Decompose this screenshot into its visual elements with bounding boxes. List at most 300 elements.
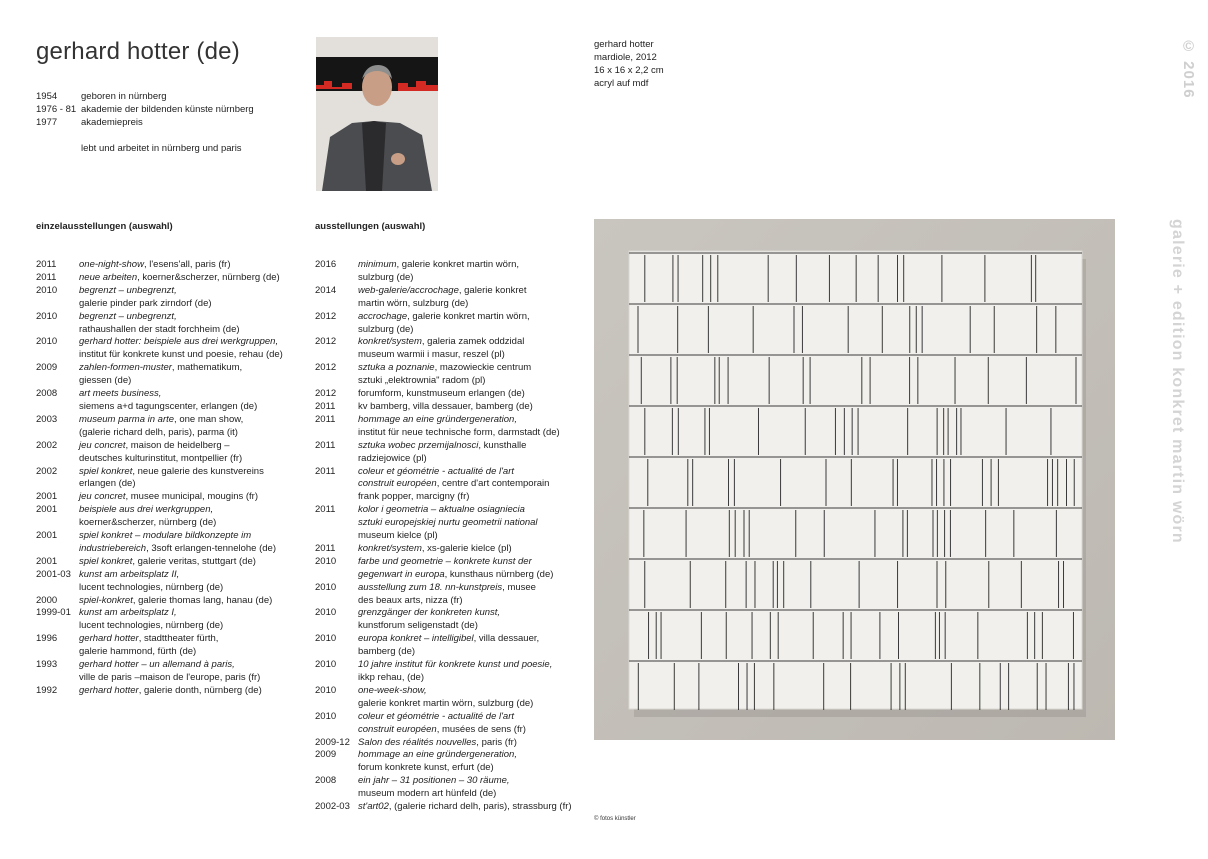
exhibition-text	[358, 466, 565, 505]
exhibition-entry	[315, 711, 565, 737]
bio-note-row	[36, 142, 254, 155]
exhibition-entry	[315, 285, 565, 311]
exhibition-entry	[315, 737, 565, 750]
exhibition-line	[79, 685, 294, 698]
exhibition-venue: , xs-galerie kielce (pl)	[421, 542, 512, 554]
bio-section	[36, 90, 254, 155]
exhibition-title: konkret/system	[358, 336, 422, 348]
exhibition-entry	[315, 311, 565, 337]
exhibition-entry	[36, 659, 294, 685]
exhibition-venue: galerie hammond, fürth (de)	[79, 646, 197, 658]
exhibition-title: coleur et géométrie - actualité de l'art	[358, 465, 515, 477]
exhibition-title: gerhard hotter	[79, 684, 139, 696]
exhibition-venue: radziejowice (pl)	[358, 452, 427, 464]
exhibition-venue: ville de paris –maison de l'europe, paris (fr)	[79, 672, 261, 683]
exhibition-entry	[36, 491, 294, 504]
exhibition-title: farbe und geometrie – konkrete kunst der	[358, 555, 532, 567]
exhibition-title: museum parma in arte	[79, 413, 175, 425]
exhibition-text	[79, 569, 294, 595]
exhibition-year: 2010	[36, 284, 58, 296]
exhibition-entry	[36, 440, 294, 466]
bio-row	[36, 103, 254, 116]
bio-year: 1977	[36, 117, 58, 128]
bio-text: akademie der bildenden künste nürnberg	[81, 104, 254, 115]
exhibition-venue: institut für konkrete kunst und poesie, rehau (de)	[79, 349, 283, 361]
exhibition-text	[358, 737, 565, 750]
exhibition-line	[358, 453, 565, 466]
exhibition-title: ausstellung zum 18. nn-kunstpreis	[358, 581, 503, 593]
exhibition-line	[79, 659, 294, 672]
exhibition-line	[358, 272, 565, 285]
exhibition-year: 2010	[315, 607, 337, 619]
exhibition-year: 2012	[315, 336, 337, 348]
exhibition-entry	[315, 401, 565, 414]
exhibition-year: 2010	[315, 555, 337, 567]
exhibition-year: 2009-12	[315, 736, 350, 748]
exhibition-line	[358, 311, 565, 324]
exhibition-year: 2011	[315, 504, 336, 516]
exhibition-entry	[315, 388, 565, 401]
exhibition-entry	[315, 466, 565, 505]
exhibition-venue: , maison de heidelberg –	[125, 439, 230, 451]
exhibition-line	[358, 414, 565, 427]
exhibition-line	[79, 285, 294, 298]
exhibition-title: ein jahr – 31 positionen – 30 räume,	[358, 775, 510, 787]
exhibition-venue: erlangen (de)	[79, 478, 136, 490]
exhibition-line	[358, 646, 565, 659]
exhibition-year: 1999-01	[36, 607, 71, 619]
exhibition-text	[79, 595, 294, 608]
exhibition-line	[79, 504, 294, 517]
exhibition-year: 2012	[315, 388, 337, 400]
exhibition-line	[79, 530, 294, 543]
exhibition-title: kolor i geometria – aktualne osiagniecia	[358, 504, 525, 516]
exhibition-text	[358, 336, 565, 362]
exhibition-title: gerhard hotter: beispiele aus drei werkgruppen,	[79, 336, 279, 348]
exhibition-title: gerhard hotter	[79, 633, 139, 645]
exhibition-entry	[36, 530, 294, 556]
exhibition-year: 2002	[36, 439, 58, 451]
exhibition-venue: lucent technologies, nürnberg (de)	[79, 620, 224, 632]
exhibition-year: 2010	[36, 336, 58, 348]
exhibition-entry	[315, 775, 565, 801]
exhibition-line	[79, 311, 294, 324]
exhibition-line	[79, 401, 294, 414]
bio-year: 1954	[36, 91, 58, 102]
exhibition-venue: bamberg (de)	[358, 646, 416, 658]
exhibition-venue: , kunsthalle	[478, 439, 527, 451]
exhibition-line	[358, 582, 565, 595]
exhibition-venue: des beaux arts, nizza (fr)	[358, 594, 463, 606]
exhibition-line	[79, 569, 294, 582]
exhibition-line	[358, 517, 565, 530]
exhibition-venue: , neue galerie des kunstvereins	[132, 465, 264, 477]
exhibition-line	[358, 491, 565, 504]
exhibition-text	[79, 504, 294, 530]
exhibition-venue: , kunsthaus nürnberg (de)	[444, 568, 554, 580]
solo-exhibitions-list	[36, 259, 294, 698]
exhibition-text	[358, 556, 565, 582]
exhibition-text	[358, 582, 565, 608]
exhibition-venue: forumform, kunstmuseum erlangen (de)	[358, 388, 525, 400]
exhibition-title: spiel konkret	[79, 465, 133, 477]
exhibition-venue: , (galerie richard delh, paris), strassburg (fr)	[388, 801, 572, 813]
exhibition-line	[79, 672, 294, 685]
exhibition-line	[358, 685, 565, 698]
exhibition-line	[358, 543, 565, 556]
exhibition-venue: (galerie richard delh, paris), parma (it)	[79, 426, 238, 438]
exhibition-entry	[36, 569, 294, 595]
exhibition-text	[358, 311, 565, 337]
exhibition-line	[79, 336, 294, 349]
exhibition-entry	[315, 504, 565, 543]
exhibition-text	[79, 285, 294, 311]
exhibition-text	[358, 414, 565, 440]
exhibition-venue: , l'esens'all, paris (fr)	[143, 259, 231, 270]
exhibition-title: konkret/system	[358, 542, 422, 554]
exhibition-title: 10 jahre institut für konkrete kunst und poesie,	[358, 659, 553, 671]
exhibition-year: 2012	[315, 362, 337, 374]
exhibition-entry	[315, 414, 565, 440]
exhibition-title: st'art02	[358, 801, 389, 813]
exhibition-year: 2008	[315, 775, 337, 787]
exhibition-venue: , mathematikum,	[171, 362, 243, 374]
caption-title: mardiole, 2012	[594, 52, 657, 63]
exhibition-text	[79, 685, 294, 698]
exhibition-line	[79, 478, 294, 491]
exhibition-year: 2001	[36, 504, 58, 516]
exhibition-venue: deutsches kulturinstitut, montpellier (fr)	[79, 452, 243, 464]
exhibition-year: 2001	[36, 530, 58, 542]
exhibition-text	[358, 504, 565, 543]
exhibition-title: kunst am arbeitsplatz II,	[79, 568, 180, 580]
exhibition-line	[358, 478, 565, 491]
exhibition-year: 1993	[36, 659, 58, 671]
exhibition-year: 2010	[315, 684, 337, 696]
exhibition-line	[358, 749, 565, 762]
exhibition-title: neue arbeiten	[79, 271, 138, 283]
exhibition-title: spiel konkret – modulare bildkonzepte im	[79, 530, 252, 542]
exhibition-year: 2002	[36, 465, 58, 477]
caption-artist: gerhard hotter	[594, 39, 654, 50]
exhibition-line	[358, 466, 565, 479]
exhibition-text	[79, 362, 294, 388]
bio-text: geboren in nürnberg	[81, 91, 167, 102]
exhibition-year: 2010	[315, 581, 337, 593]
exhibition-title: jeu concret	[79, 439, 126, 451]
exhibition-venue: , galerie konkret	[458, 284, 527, 296]
exhibition-entry	[36, 685, 294, 698]
exhibition-year: 2000	[36, 594, 58, 606]
exhibition-year: 2001	[36, 491, 58, 503]
exhibition-text	[358, 711, 565, 737]
exhibition-venue: sulzburg (de)	[358, 323, 414, 335]
exhibition-line	[358, 737, 565, 750]
exhibition-text	[358, 801, 572, 814]
exhibition-venue: institut für neue technische form, darmstadt (de)	[358, 426, 560, 438]
exhibition-entry	[315, 582, 565, 608]
exhibition-title: industriebereich	[79, 542, 147, 554]
exhibition-entry	[36, 607, 294, 633]
solo-exhibitions-heading: einzelausstellungen (auswahl)	[36, 221, 173, 232]
exhibition-text	[79, 556, 294, 569]
exhibition-line	[358, 711, 565, 724]
exhibition-title: kunst am arbeitsplatz I,	[79, 607, 177, 619]
exhibition-line	[358, 633, 565, 646]
exhibition-title: gerhard hotter – un allemand à paris,	[79, 659, 235, 671]
exhibition-line	[358, 672, 565, 685]
exhibition-line	[358, 595, 565, 608]
exhibition-venue: galerie konkret martin wörn, sulzburg (de)	[358, 697, 534, 709]
exhibition-venue: , galeria zamek oddzidal	[421, 336, 525, 348]
exhibition-text	[79, 414, 294, 440]
exhibition-line	[79, 633, 294, 646]
exhibition-text	[79, 311, 294, 337]
exhibition-title: hommage an eine gründergeneration,	[358, 749, 517, 761]
exhibition-venue: , koerner&scherzer, nürnberg (de)	[137, 271, 280, 283]
exhibition-entry	[36, 556, 294, 569]
exhibition-line	[358, 375, 565, 388]
exhibition-title: beispiele aus drei werkgruppen,	[79, 504, 214, 516]
exhibition-line	[358, 259, 565, 272]
exhibition-venue: , galerie konkret martin wörn,	[407, 310, 530, 322]
exhibition-venue: koerner&scherzer, nürnberg (de)	[79, 517, 217, 529]
exhibition-entry	[315, 607, 565, 633]
exhibition-line	[358, 285, 565, 298]
exhibition-venue: , one man show,	[174, 413, 244, 425]
exhibition-entry	[36, 362, 294, 388]
exhibition-entry	[36, 414, 294, 440]
exhibition-text	[79, 659, 294, 685]
exhibition-text	[79, 633, 294, 659]
exhibition-venue: , paris (fr)	[476, 736, 517, 748]
exhibition-line	[79, 324, 294, 337]
exhibition-line	[79, 440, 294, 453]
exhibition-title: accrochage	[358, 310, 408, 322]
exhibition-venue: , galerie veritas, stuttgart (de)	[132, 555, 256, 567]
exhibition-year: 2001	[36, 555, 58, 567]
exhibition-line	[358, 762, 565, 775]
exhibition-venue: kunstforum seligenstadt (de)	[358, 620, 478, 632]
exhibition-title: spiel-konkret	[79, 594, 133, 606]
group-exhibitions-list	[315, 259, 572, 814]
exhibition-text	[358, 633, 565, 659]
exhibition-title: begrenzt – unbegrenzt,	[79, 284, 177, 296]
exhibition-line	[358, 530, 565, 543]
exhibition-venue: forum konkrete kunst, erfurt (de)	[358, 762, 494, 774]
exhibition-line	[358, 788, 565, 801]
exhibition-text	[358, 401, 565, 414]
exhibition-entry	[315, 633, 565, 659]
exhibition-venue: , musées de sens (fr)	[436, 723, 526, 735]
exhibition-year: 2011	[36, 271, 57, 283]
caption-medium: acryl auf mdf	[594, 78, 649, 89]
exhibition-title: jeu concret	[79, 491, 126, 503]
exhibition-line	[358, 298, 565, 311]
exhibition-line	[79, 414, 294, 427]
exhibition-line	[358, 324, 565, 337]
exhibition-title: one-night-show	[79, 259, 144, 270]
exhibition-line	[358, 775, 565, 788]
exhibition-year: 2011	[315, 542, 336, 554]
exhibition-line	[79, 556, 294, 569]
exhibition-line	[358, 724, 565, 737]
exhibition-text	[358, 749, 565, 775]
exhibition-line	[79, 607, 294, 620]
exhibition-line	[358, 607, 565, 620]
exhibition-entry	[36, 388, 294, 414]
exhibition-entry	[315, 556, 565, 582]
exhibition-line	[358, 569, 565, 582]
exhibition-line	[358, 801, 572, 814]
exhibition-text	[79, 336, 294, 362]
exhibition-title: spiel konkret	[79, 555, 133, 567]
exhibition-text	[358, 543, 565, 556]
exhibition-venue: kv bamberg, villa dessauer, bamberg (de)	[358, 400, 533, 412]
exhibition-line	[358, 362, 565, 375]
exhibition-year: 2011	[315, 439, 336, 451]
exhibition-venue: , centre d'art contemporain	[436, 478, 550, 490]
exhibition-line	[79, 375, 294, 388]
exhibition-line	[79, 620, 294, 633]
exhibition-venue: sztuki „elektrownia" radom (pl)	[358, 375, 486, 387]
exhibition-entry	[36, 259, 294, 272]
exhibition-entry	[315, 259, 565, 285]
exhibition-line	[79, 427, 294, 440]
exhibition-text	[358, 685, 565, 711]
exhibition-year: 2011	[315, 413, 336, 425]
exhibition-text	[358, 659, 565, 685]
exhibition-entry	[36, 285, 294, 311]
exhibition-venue: , 3soft erlangen-tennelohe (de)	[146, 542, 276, 554]
caption-dimensions: 16 x 16 x 2,2 cm	[594, 65, 664, 76]
exhibition-year: 2002-03	[315, 801, 350, 813]
exhibition-line	[358, 556, 565, 569]
exhibition-title: gegenwart in europa	[358, 568, 445, 580]
exhibition-entry	[36, 311, 294, 337]
exhibition-text	[358, 440, 565, 466]
exhibition-venue: , villa dessauer,	[473, 633, 540, 645]
exhibition-text	[79, 491, 294, 504]
exhibition-year: 2010	[315, 659, 337, 671]
exhibition-line	[79, 517, 294, 530]
exhibition-entry	[315, 801, 572, 814]
exhibition-title: web-galerie/accrochage	[358, 284, 459, 296]
exhibition-venue: , musee	[502, 581, 536, 593]
exhibition-text	[79, 440, 294, 466]
exhibition-venue: siemens a+d tagungscenter, erlangen (de)	[79, 400, 258, 412]
exhibition-text	[79, 530, 294, 556]
page-title: gerhard hotter (de)	[36, 38, 240, 65]
exhibition-text	[79, 272, 294, 285]
exhibition-entry	[315, 659, 565, 685]
exhibition-venue: museum kielce (pl)	[358, 530, 438, 542]
exhibition-line	[79, 646, 294, 659]
exhibition-year: 2012	[315, 310, 337, 322]
exhibition-text	[79, 259, 294, 272]
exhibition-venue: , musee municipal, mougins (fr)	[125, 491, 259, 503]
exhibition-text	[79, 388, 294, 414]
group-exhibitions-heading: ausstellungen (auswahl)	[315, 221, 426, 232]
artwork-caption	[594, 38, 664, 90]
exhibition-entry	[315, 543, 565, 556]
exhibition-line	[79, 272, 294, 285]
exhibition-entry	[36, 466, 294, 492]
exhibition-venue: giessen (de)	[79, 375, 132, 387]
exhibition-line	[358, 401, 565, 414]
exhibition-venue: ikkp rehau, (de)	[358, 672, 425, 683]
exhibition-year: 2011	[315, 465, 336, 477]
exhibition-year: 1992	[36, 684, 58, 696]
exhibition-title: sztuka wobec przemijalnosci	[358, 439, 479, 451]
exhibition-entry	[36, 272, 294, 285]
exhibition-venue: , mazowieckie centrum	[434, 362, 532, 374]
bio-row	[36, 116, 254, 129]
exhibition-line	[358, 440, 565, 453]
bio-note: lebt und arbeitet in nürnberg und paris	[81, 143, 242, 154]
exhibition-title: construit européen	[358, 723, 437, 735]
exhibition-line	[79, 491, 294, 504]
exhibition-venue: lucent technologies, nürnberg (de)	[79, 581, 224, 593]
exhibition-title: europa konkret – intelligibel	[358, 633, 474, 645]
exhibition-title: art meets business,	[79, 388, 162, 400]
exhibition-line	[79, 582, 294, 595]
exhibition-year: 2009	[36, 362, 58, 374]
bio-row	[36, 90, 254, 103]
exhibition-venue: galerie pinder park zirndorf (de)	[79, 297, 212, 309]
exhibition-entry	[315, 336, 565, 362]
exhibition-line	[358, 504, 565, 517]
exhibition-text	[358, 259, 565, 285]
exhibition-venue: museum modern art hünfeld (de)	[358, 788, 497, 800]
exhibition-year: 2010	[36, 310, 58, 322]
exhibition-venue: museum warmii i masur, reszel (pl)	[358, 349, 505, 361]
exhibition-entry	[315, 749, 565, 775]
exhibition-year: 2016	[315, 259, 337, 270]
exhibition-venue: , stadttheater fürth,	[138, 633, 219, 645]
exhibition-line	[79, 259, 294, 272]
exhibition-venue: , galerie thomas lang, hanau (de)	[132, 594, 273, 606]
exhibition-venue: rathaushallen der stadt forchheim (de)	[79, 323, 240, 335]
exhibition-line	[79, 595, 294, 608]
exhibition-year: 2003	[36, 413, 58, 425]
exhibition-year: 2008	[36, 388, 58, 400]
copyright-vertical: © 2016	[1180, 38, 1197, 99]
exhibition-year: 2011	[315, 400, 336, 412]
exhibition-year: 2010	[315, 633, 337, 645]
exhibition-title: Salon des réalités nouvelles	[358, 736, 477, 748]
bio-year: 1976 - 81	[36, 104, 77, 115]
exhibition-entry	[36, 633, 294, 659]
exhibition-year: 2014	[315, 284, 337, 296]
exhibition-venue: frank popper, marcigny (fr)	[358, 491, 470, 503]
gallery-name-vertical: galerie + edition konkret martin wörn	[1169, 219, 1186, 544]
exhibition-title: sztuki europejskiej nurtu geometrii national	[358, 517, 538, 529]
exhibition-text	[79, 607, 294, 633]
exhibition-line	[79, 543, 294, 556]
exhibition-text	[358, 362, 565, 388]
exhibition-line	[79, 453, 294, 466]
exhibition-line	[358, 620, 565, 633]
exhibition-title: one-week-show,	[358, 684, 427, 696]
exhibition-entry	[36, 595, 294, 608]
exhibition-text	[79, 466, 294, 492]
exhibition-title: begrenzt – unbegrenzt,	[79, 310, 177, 322]
exhibition-line	[358, 336, 565, 349]
exhibition-year: 2001-03	[36, 568, 71, 580]
exhibition-entry	[36, 336, 294, 362]
exhibition-entry	[315, 440, 565, 466]
